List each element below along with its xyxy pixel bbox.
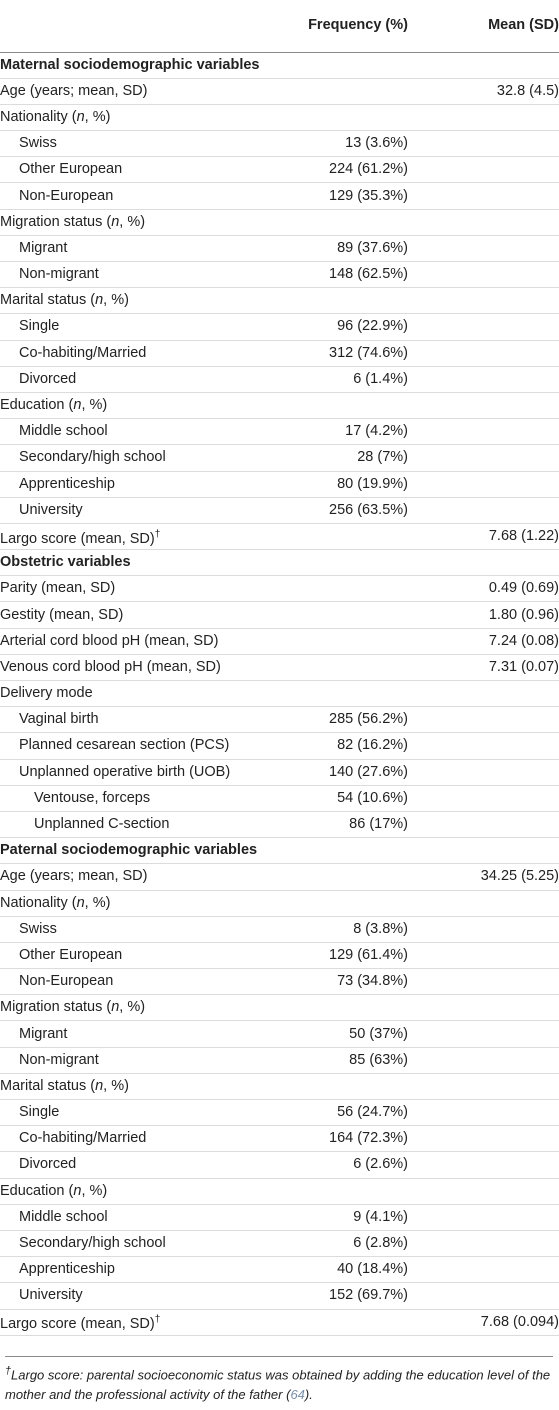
- table-row: [0, 497, 559, 523]
- row-label: Ventouse, forceps: [0, 785, 258, 811]
- frequency-cell: [258, 995, 408, 1021]
- row-label: Other European: [0, 942, 258, 968]
- row-label: Arterial cord blood pH (mean, SD): [0, 628, 258, 654]
- section-header-row: [0, 52, 559, 78]
- table-header-row: [0, 0, 559, 52]
- footnote-dagger: †: [5, 1365, 12, 1377]
- row-label: Apprenticeship: [0, 1257, 258, 1283]
- frequency-cell: [258, 288, 408, 314]
- frequency-cell: 13 (3.6%): [258, 131, 408, 157]
- mean-sd-cell: [408, 1204, 559, 1230]
- table-row: [0, 419, 559, 445]
- frequency-cell: 6 (2.6%): [258, 1152, 408, 1178]
- table-row: [0, 916, 559, 942]
- mean-sd-cell: [408, 811, 559, 837]
- table-row: [0, 681, 559, 707]
- table-row: [0, 864, 559, 890]
- frequency-cell: 285 (56.2%): [258, 707, 408, 733]
- table-row: [0, 262, 559, 288]
- table-row: [0, 890, 559, 916]
- mean-sd-cell: [408, 1021, 559, 1047]
- frequency-cell: 6 (1.4%): [258, 366, 408, 392]
- table-row: [0, 942, 559, 968]
- table-row: [0, 654, 559, 680]
- frequency-cell: [258, 1178, 408, 1204]
- frequency-cell: [258, 104, 408, 130]
- mean-sd-cell: 32.8 (4.5): [408, 78, 559, 104]
- row-label: Venous cord blood pH (mean, SD): [0, 654, 258, 680]
- row-label: Non-European: [0, 969, 258, 995]
- frequency-cell: 164 (72.3%): [258, 1126, 408, 1152]
- row-label: Swiss: [0, 916, 258, 942]
- row-label: Paternal sociodemographic variables: [0, 838, 258, 864]
- footnote-tail: ).: [304, 1387, 313, 1403]
- table-row: [0, 288, 559, 314]
- header-variable: [0, 0, 258, 52]
- mean-sd-cell: 7.68 (0.094): [408, 1309, 559, 1335]
- row-label: Migration status (n, %): [0, 995, 258, 1021]
- row-label: Nationality (n, %): [0, 890, 258, 916]
- row-label: Migrant: [0, 235, 258, 261]
- table-footnote: [5, 1356, 553, 1405]
- frequency-cell: [258, 550, 408, 576]
- frequency-cell: 224 (61.2%): [258, 157, 408, 183]
- frequency-cell: 17 (4.2%): [258, 419, 408, 445]
- row-label: Parity (mean, SD): [0, 576, 258, 602]
- frequency-cell: 148 (62.5%): [258, 262, 408, 288]
- mean-sd-cell: [408, 1178, 559, 1204]
- mean-sd-cell: [408, 419, 559, 445]
- table-row: [0, 733, 559, 759]
- row-label: Non-European: [0, 183, 258, 209]
- row-label: Secondary/high school: [0, 1230, 258, 1256]
- mean-sd-cell: [408, 942, 559, 968]
- table-row: [0, 576, 559, 602]
- table-row: [0, 1230, 559, 1256]
- row-label: Nationality (n, %): [0, 104, 258, 130]
- table-row: [0, 1021, 559, 1047]
- mean-sd-cell: [408, 235, 559, 261]
- table-row: [0, 1047, 559, 1073]
- table-row: [0, 1073, 559, 1099]
- frequency-cell: 85 (63%): [258, 1047, 408, 1073]
- mean-sd-cell: [408, 1230, 559, 1256]
- table-row: [0, 1126, 559, 1152]
- mean-sd-cell: [408, 1126, 559, 1152]
- frequency-cell: [258, 864, 408, 890]
- frequency-cell: 82 (16.2%): [258, 733, 408, 759]
- row-label: Middle school: [0, 419, 258, 445]
- table-row: [0, 392, 559, 418]
- row-label: Marital status (n, %): [0, 288, 258, 314]
- mean-sd-cell: [408, 1152, 559, 1178]
- table-row: [0, 157, 559, 183]
- row-label: Delivery mode: [0, 681, 258, 707]
- frequency-cell: [258, 392, 408, 418]
- frequency-cell: 54 (10.6%): [258, 785, 408, 811]
- frequency-cell: [258, 1309, 408, 1335]
- row-label: Age (years; mean, SD): [0, 78, 258, 104]
- table-row: [0, 1100, 559, 1126]
- mean-sd-cell: [408, 681, 559, 707]
- row-label: Divorced: [0, 1152, 258, 1178]
- header-frequency: Frequency (%): [258, 0, 408, 52]
- row-label: Age (years; mean, SD): [0, 864, 258, 890]
- mean-sd-cell: 1.80 (0.96): [408, 602, 559, 628]
- table-row: [0, 78, 559, 104]
- table-row: [0, 471, 559, 497]
- table-row: [0, 183, 559, 209]
- row-label: Migration status (n, %): [0, 209, 258, 235]
- mean-sd-cell: [408, 392, 559, 418]
- frequency-cell: 6 (2.8%): [258, 1230, 408, 1256]
- mean-sd-cell: [408, 995, 559, 1021]
- table-row: [0, 995, 559, 1021]
- table-row: [0, 104, 559, 130]
- frequency-cell: [258, 52, 408, 78]
- frequency-cell: [258, 209, 408, 235]
- mean-sd-cell: 7.31 (0.07): [408, 654, 559, 680]
- frequency-cell: 129 (35.3%): [258, 183, 408, 209]
- mean-sd-cell: [408, 445, 559, 471]
- frequency-cell: 129 (61.4%): [258, 942, 408, 968]
- row-label: Unplanned C-section: [0, 811, 258, 837]
- mean-sd-cell: [408, 1100, 559, 1126]
- table-row: [0, 209, 559, 235]
- row-label: Gestity (mean, SD): [0, 602, 258, 628]
- frequency-cell: 312 (74.6%): [258, 340, 408, 366]
- mean-sd-cell: [408, 916, 559, 942]
- mean-sd-cell: [408, 733, 559, 759]
- frequency-cell: [258, 890, 408, 916]
- table-row: [0, 628, 559, 654]
- mean-sd-cell: [408, 366, 559, 392]
- frequency-cell: [258, 628, 408, 654]
- row-label: Migrant: [0, 1021, 258, 1047]
- frequency-cell: 9 (4.1%): [258, 1204, 408, 1230]
- frequency-cell: [258, 1073, 408, 1099]
- row-label: Secondary/high school: [0, 445, 258, 471]
- row-label: Apprenticeship: [0, 471, 258, 497]
- frequency-cell: 152 (69.7%): [258, 1283, 408, 1309]
- table-row: [0, 1204, 559, 1230]
- mean-sd-cell: [408, 1257, 559, 1283]
- mean-sd-cell: 7.24 (0.08): [408, 628, 559, 654]
- row-label: Largo score (mean, SD)†: [0, 1309, 258, 1335]
- mean-sd-cell: [408, 1047, 559, 1073]
- mean-sd-cell: [408, 550, 559, 576]
- frequency-cell: [258, 78, 408, 104]
- mean-sd-cell: [408, 838, 559, 864]
- row-label: Swiss: [0, 131, 258, 157]
- row-label: Co-habiting/Married: [0, 1126, 258, 1152]
- mean-sd-cell: 7.68 (1.22): [408, 523, 559, 549]
- table-row: [0, 131, 559, 157]
- mean-sd-cell: [408, 104, 559, 130]
- table-row: [0, 445, 559, 471]
- table-row: [0, 969, 559, 995]
- frequency-cell: 96 (22.9%): [258, 314, 408, 340]
- mean-sd-cell: [408, 471, 559, 497]
- table-row: [0, 1152, 559, 1178]
- row-label: Vaginal birth: [0, 707, 258, 733]
- mean-sd-cell: [408, 262, 559, 288]
- table-row: [0, 811, 559, 837]
- frequency-cell: 50 (37%): [258, 1021, 408, 1047]
- frequency-cell: 28 (7%): [258, 445, 408, 471]
- mean-sd-cell: [408, 707, 559, 733]
- table-row: [0, 707, 559, 733]
- mean-sd-cell: [408, 157, 559, 183]
- row-label: Unplanned operative birth (UOB): [0, 759, 258, 785]
- table-body: [0, 52, 559, 1335]
- row-label: Single: [0, 314, 258, 340]
- mean-sd-cell: [408, 288, 559, 314]
- frequency-cell: [258, 523, 408, 549]
- table-row: [0, 314, 559, 340]
- mean-sd-cell: [408, 183, 559, 209]
- row-label: Divorced: [0, 366, 258, 392]
- frequency-cell: [258, 602, 408, 628]
- table-row: [0, 366, 559, 392]
- table-row: [0, 340, 559, 366]
- header-mean-sd: Mean (SD): [408, 0, 559, 52]
- frequency-cell: 80 (19.9%): [258, 471, 408, 497]
- mean-sd-cell: 0.49 (0.69): [408, 576, 559, 602]
- section-header-row: [0, 838, 559, 864]
- mean-sd-cell: [408, 52, 559, 78]
- frequency-cell: 256 (63.5%): [258, 497, 408, 523]
- mean-sd-cell: [408, 1283, 559, 1309]
- mean-sd-cell: [408, 785, 559, 811]
- frequency-cell: 56 (24.7%): [258, 1100, 408, 1126]
- row-label: Middle school: [0, 1204, 258, 1230]
- mean-sd-cell: [408, 497, 559, 523]
- table-row: [0, 235, 559, 261]
- footnote-reference-link[interactable]: 64: [290, 1387, 305, 1403]
- table-row: [0, 1283, 559, 1309]
- row-label: Co-habiting/Married: [0, 340, 258, 366]
- row-label: University: [0, 497, 258, 523]
- row-label: Non-migrant: [0, 262, 258, 288]
- mean-sd-cell: [408, 314, 559, 340]
- frequency-cell: 40 (18.4%): [258, 1257, 408, 1283]
- frequency-cell: [258, 838, 408, 864]
- mean-sd-cell: [408, 1073, 559, 1099]
- row-label: Marital status (n, %): [0, 1073, 258, 1099]
- frequency-cell: 140 (27.6%): [258, 759, 408, 785]
- mean-sd-cell: 34.25 (5.25): [408, 864, 559, 890]
- row-label: Other European: [0, 157, 258, 183]
- mean-sd-cell: [408, 340, 559, 366]
- row-label: Education (n, %): [0, 1178, 258, 1204]
- mean-sd-cell: [408, 131, 559, 157]
- frequency-cell: [258, 576, 408, 602]
- section-header-row: [0, 550, 559, 576]
- row-label: Obstetric variables: [0, 550, 258, 576]
- footnote-text: Largo score: parental socioeconomic status was obtained by adding the education level of the mother and the professional activity of the father (: [5, 1367, 551, 1403]
- frequency-cell: 8 (3.8%): [258, 916, 408, 942]
- row-label: Single: [0, 1100, 258, 1126]
- table-row: [0, 785, 559, 811]
- row-label: University: [0, 1283, 258, 1309]
- row-label: Planned cesarean section (PCS): [0, 733, 258, 759]
- row-label: Education (n, %): [0, 392, 258, 418]
- frequency-cell: 86 (17%): [258, 811, 408, 837]
- mean-sd-cell: [408, 890, 559, 916]
- frequency-cell: 89 (37.6%): [258, 235, 408, 261]
- frequency-cell: [258, 654, 408, 680]
- frequency-cell: 73 (34.8%): [258, 969, 408, 995]
- table-row: [0, 1257, 559, 1283]
- table-row: [0, 759, 559, 785]
- mean-sd-cell: [408, 759, 559, 785]
- table-row: [0, 523, 559, 549]
- table-row: [0, 602, 559, 628]
- table-row: [0, 1309, 559, 1335]
- mean-sd-cell: [408, 969, 559, 995]
- row-label: Non-migrant: [0, 1047, 258, 1073]
- row-label: Largo score (mean, SD)†: [0, 523, 258, 549]
- mean-sd-cell: [408, 209, 559, 235]
- row-label: Maternal sociodemographic variables: [0, 52, 258, 78]
- frequency-cell: [258, 681, 408, 707]
- table-row: [0, 1178, 559, 1204]
